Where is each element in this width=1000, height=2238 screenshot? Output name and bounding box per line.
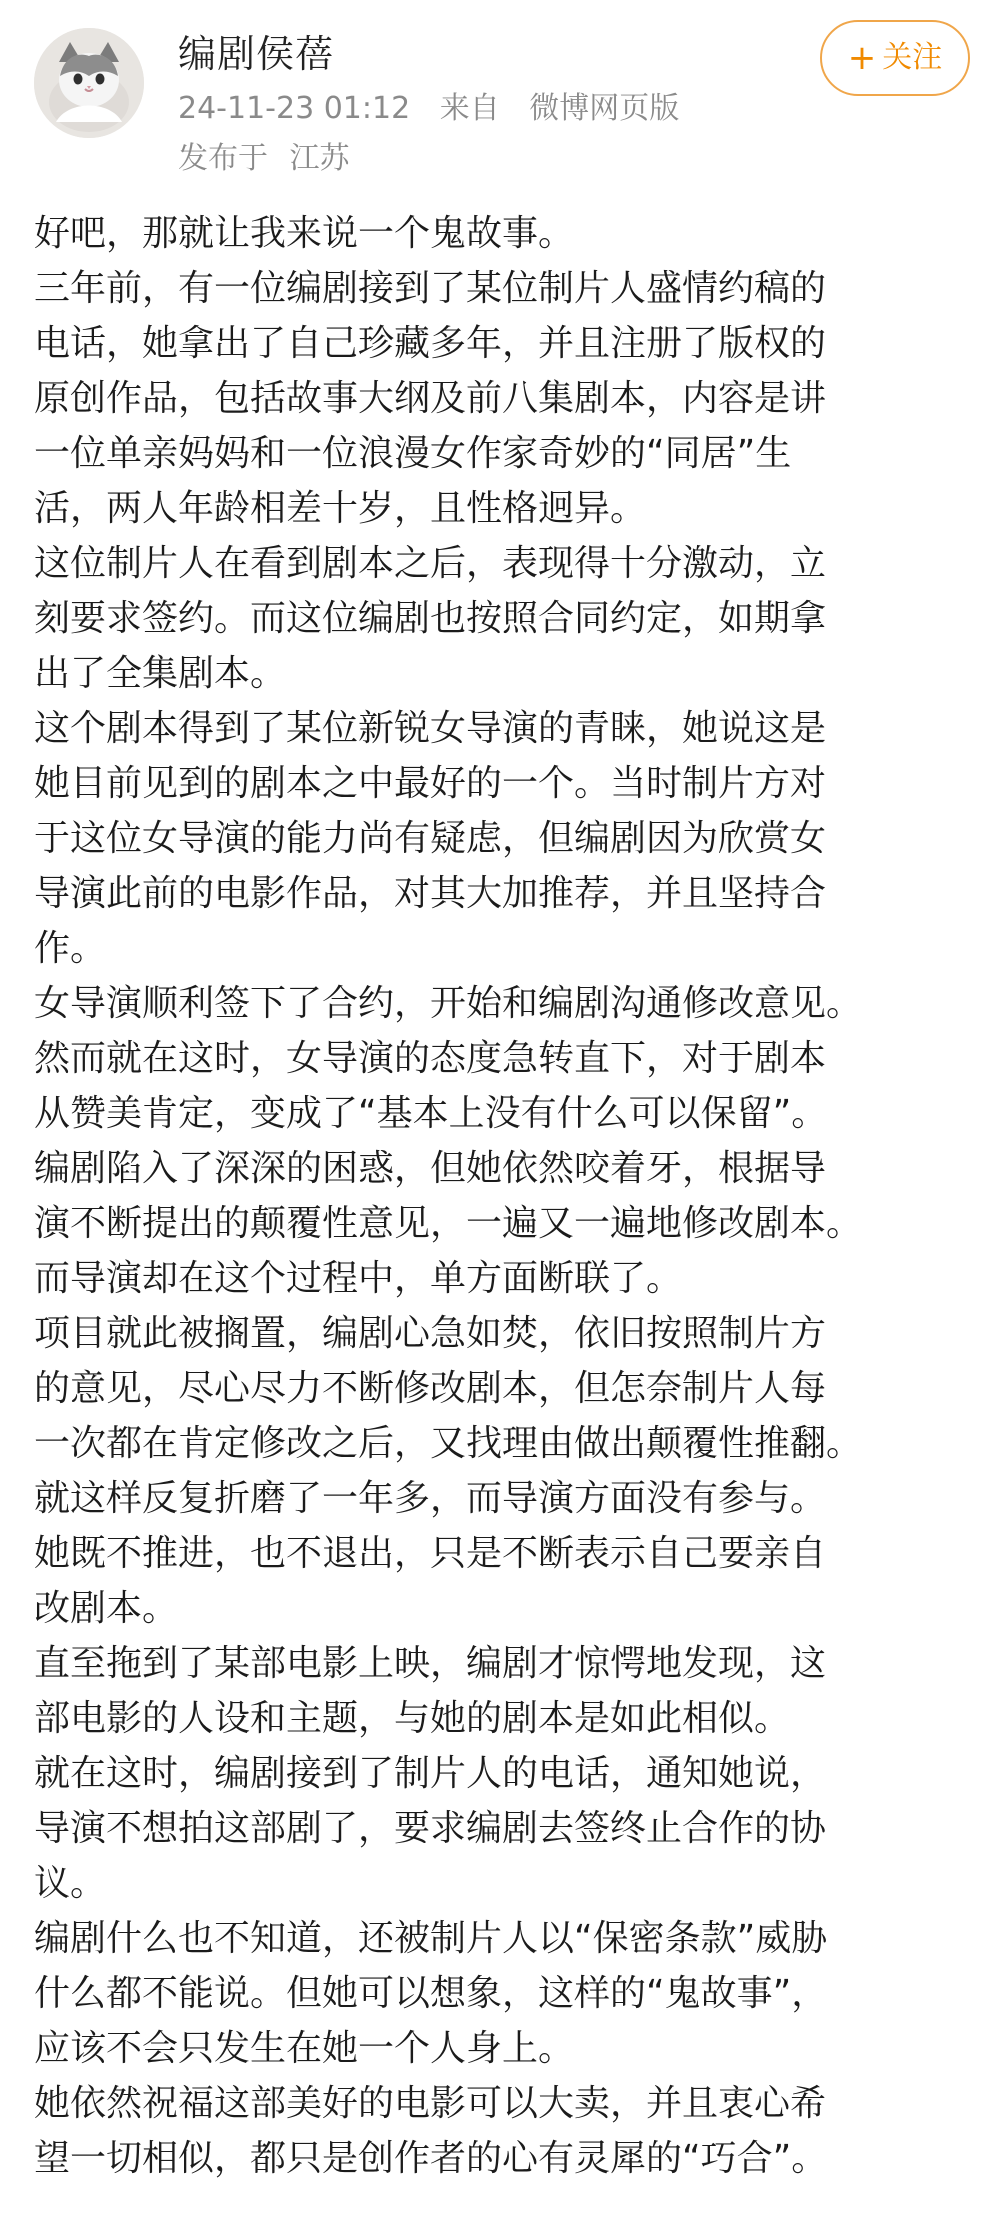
post-line: 导演不想拍这部剧了，要求编剧去签终止合作的协: [34, 1808, 827, 1849]
post-line: 女导演顺利签下了合约，开始和编剧沟通修改意见。: [34, 983, 863, 1024]
location-prefix: 发布于: [178, 141, 268, 176]
post-line: 部电影的人设和主题，与她的剧本是如此相似。: [34, 1698, 791, 1739]
post-line: 作。: [34, 928, 107, 969]
cat-avatar-icon[interactable]: [34, 28, 144, 138]
post-line: 应该不会只发生在她一个人身上。: [34, 2028, 575, 2069]
post-line: 直至拖到了某部电影上映，编剧才惊愕地发现，这: [34, 1643, 827, 1684]
post-line: 望一切相似，都只是创作者的心有灵犀的“巧合”。: [34, 2138, 828, 2179]
post-line: 这位制片人在看到剧本之后，表现得十分激动，立: [34, 543, 827, 584]
post-line: 她依然祝福这部美好的电影可以大卖，并且衷心希: [34, 2083, 827, 2124]
source-prefix: 来自: [439, 91, 500, 126]
follow-button[interactable]: [820, 20, 970, 96]
location-value: 江苏: [289, 141, 350, 176]
post-line: 就这样反复折磨了一年多，而导演方面没有参与。: [34, 1478, 827, 1519]
post-timestamp: 24-11-23 01:12: [178, 91, 411, 126]
post-line: 刻要求签约。而这位编剧也按照合同约定，如期拿: [34, 598, 827, 639]
follow-label: 关注: [882, 40, 943, 75]
post-location: [178, 140, 350, 178]
post-line: 导演此前的电影作品，对其大加推荐，并且坚持合: [34, 873, 827, 914]
post-line: 她目前见到的剧本之中最好的一个。当时制片方对: [34, 763, 827, 804]
post-line: 的意见，尽心尽力不断修改剧本，但怎奈制片人每: [34, 1368, 827, 1409]
post-line: 一次都在肯定修改之后，又找理由做出颠覆性推翻。: [34, 1423, 863, 1464]
post-line: 好吧，那就让我来说一个鬼故事。: [34, 213, 575, 254]
post-line: 三年前，有一位编剧接到了某位制片人盛情约稿的: [34, 268, 827, 309]
post-line: 编剧陷入了深深的困惑，但她依然咬着牙，根据导: [34, 1148, 827, 1189]
post-line: 然而就在这时，女导演的态度急转直下，对于剧本: [34, 1038, 827, 1079]
post-line: 活，两人年龄相差十岁，且性格迥异。: [34, 488, 647, 529]
post-line: 这个剧本得到了某位新锐女导演的青睐，她说这是: [34, 708, 827, 749]
post-source: 微博网页版: [529, 91, 680, 126]
post-line: 从赞美肯定，变成了“基本上没有什么可以保留”。: [34, 1093, 828, 1134]
post-line: 电话，她拿出了自己珍藏多年，并且注册了版权的: [34, 323, 827, 364]
post-line: 什么都不能说。但她可以想象，这样的“鬼故事”，: [34, 1973, 828, 2014]
post-line: 编剧什么也不知道，还被制片人以“保密条款”威胁: [34, 1918, 828, 1959]
post-line: 原创作品，包括故事大纲及前八集剧本，内容是讲: [34, 378, 827, 419]
post-line: 改剧本。: [34, 1588, 179, 1629]
post-line: 演不断提出的颠覆性意见，一遍又一遍地修改剧本。: [34, 1203, 863, 1244]
post-body: [34, 206, 994, 2186]
post-line: 项目就此被搁置，编剧心急如焚，依旧按照制片方: [34, 1313, 827, 1354]
post-line: 就在这时，编剧接到了制片人的电话，通知她说，: [34, 1753, 827, 1794]
post-meta: [178, 90, 679, 128]
post-line: 她既不推进，也不退出，只是不断表示自己要亲自: [34, 1533, 827, 1574]
post-line: 议。: [34, 1863, 107, 1904]
post-line: 于这位女导演的能力尚有疑虑，但编剧因为欣赏女: [34, 818, 827, 859]
post-line: 一位单亲妈妈和一位浪漫女作家奇妙的“同居”生: [34, 433, 792, 474]
post-header: [0, 0, 1000, 200]
post-line: 出了全集剧本。: [34, 653, 287, 694]
plus-icon: +: [847, 38, 877, 78]
post-line: 而导演却在这个过程中，单方面断联了。: [34, 1258, 683, 1299]
author-name[interactable]: 编剧侯蓓: [178, 32, 335, 76]
